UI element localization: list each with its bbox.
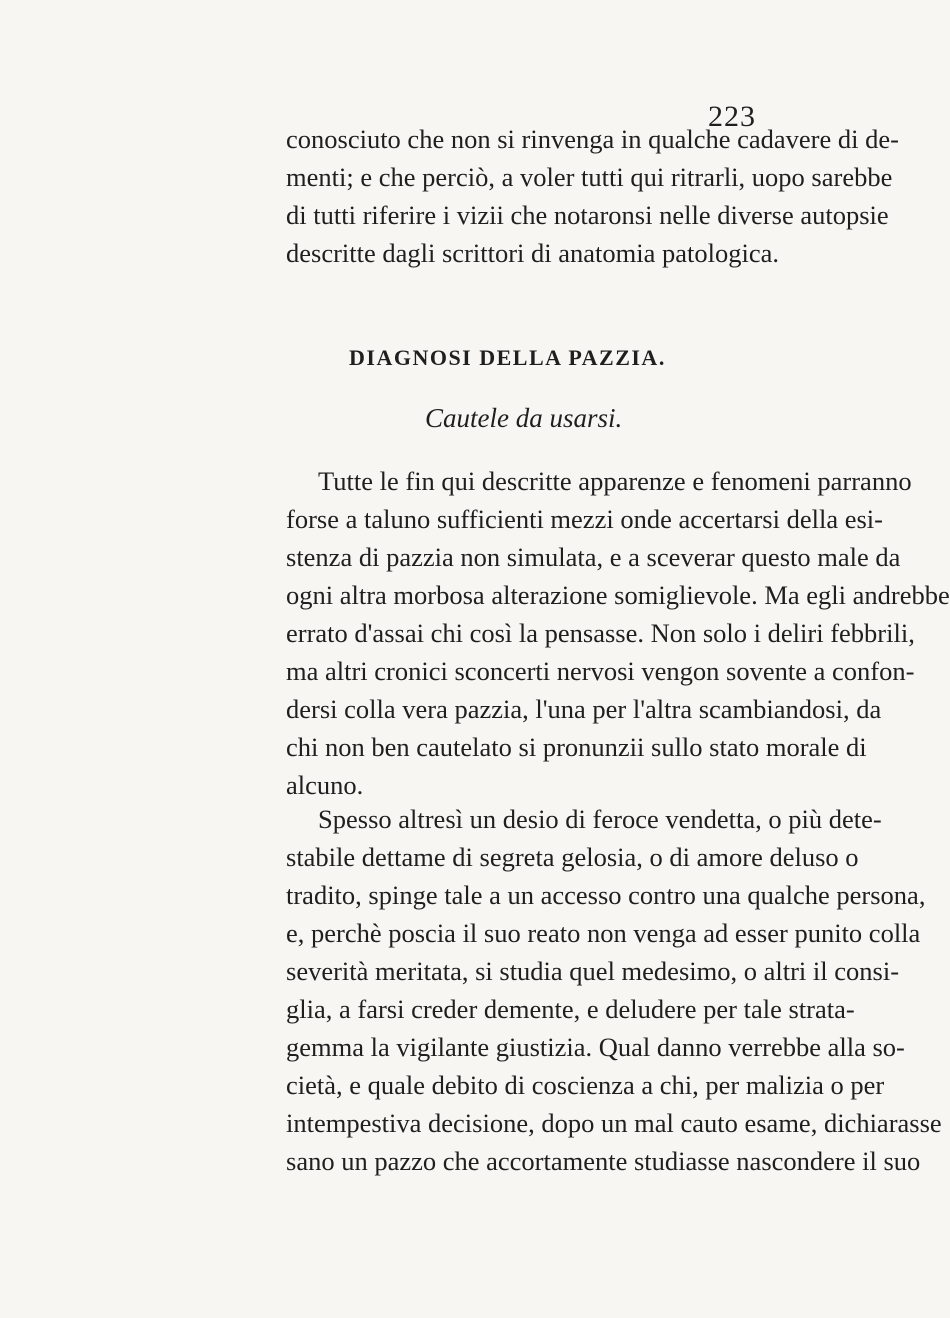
text-line: errato d'assai chi così la pensasse. Non solo i deliri febbrili, xyxy=(286,618,915,648)
paragraph-1 xyxy=(286,462,950,804)
paragraph-2 xyxy=(286,800,942,1180)
text-line: e, perchè poscia il suo reato non venga ad esser punito colla xyxy=(286,918,921,948)
text-line: cietà, e quale debito di coscienza a chi, per malizia o per xyxy=(286,1070,885,1100)
page-number: 223 xyxy=(708,100,756,133)
text-line: ma altri cronici sconcerti nervosi vengon sovente a confon- xyxy=(286,656,915,686)
text-line: intempestiva decisione, dopo un mal cauto esame, dichiarasse xyxy=(286,1108,942,1138)
text-line: di tutti riferire i vizii che notaronsi nelle diverse autopsie xyxy=(286,200,889,230)
text-line: glia, a farsi creder demente, e deludere per tale strata- xyxy=(286,994,855,1024)
section-heading: DIAGNOSI DELLA PAZZIA. xyxy=(349,345,666,370)
text-line: forse a taluno sufficienti mezzi onde accertarsi della esi- xyxy=(286,504,883,534)
text-line: menti; e che perciò, a voler tutti qui ritrarli, uopo sarebbe xyxy=(286,162,893,192)
text-line: Spesso altresì un desio di feroce vendetta, o più dete- xyxy=(318,804,882,834)
text-line: Tutte le fin qui descritte apparenze e fenomeni parranno xyxy=(318,466,912,496)
text-line: descritte dagli scrittori di anatomia patologica. xyxy=(286,238,780,268)
text-line: stenza di pazzia non simulata, e a sceverar questo male da xyxy=(286,542,901,572)
text-line: sano un pazzo che accortamente studiasse nascondere il suo xyxy=(286,1146,921,1176)
text-line: gemma la vigilante giustizia. Qual danno verrebbe alla so- xyxy=(286,1032,905,1062)
text-line: stabile dettame di segreta gelosia, o di amore deluso o xyxy=(286,842,859,872)
text-line: dersi colla vera pazzia, l'una per l'altra scambiandosi, da xyxy=(286,694,882,724)
text-line: conosciuto che non si rinvenga in qualche cadavere di de- xyxy=(286,124,899,154)
text-line: ogni altra morbosa alterazione somiglievole. Ma egli andrebbe xyxy=(286,580,950,610)
text-line: chi non ben cautelato si pronunzii sullo stato morale di xyxy=(286,732,867,762)
section-subheading: Cautele da usarsi. xyxy=(425,403,623,433)
text-line: tradito, spinge tale a un accesso contro una qualche persona, xyxy=(286,880,926,910)
intro-text xyxy=(286,120,899,272)
text-line: severità meritata, si studia quel medesimo, o altri il consi- xyxy=(286,956,900,986)
text-line: alcuno. xyxy=(286,770,364,800)
